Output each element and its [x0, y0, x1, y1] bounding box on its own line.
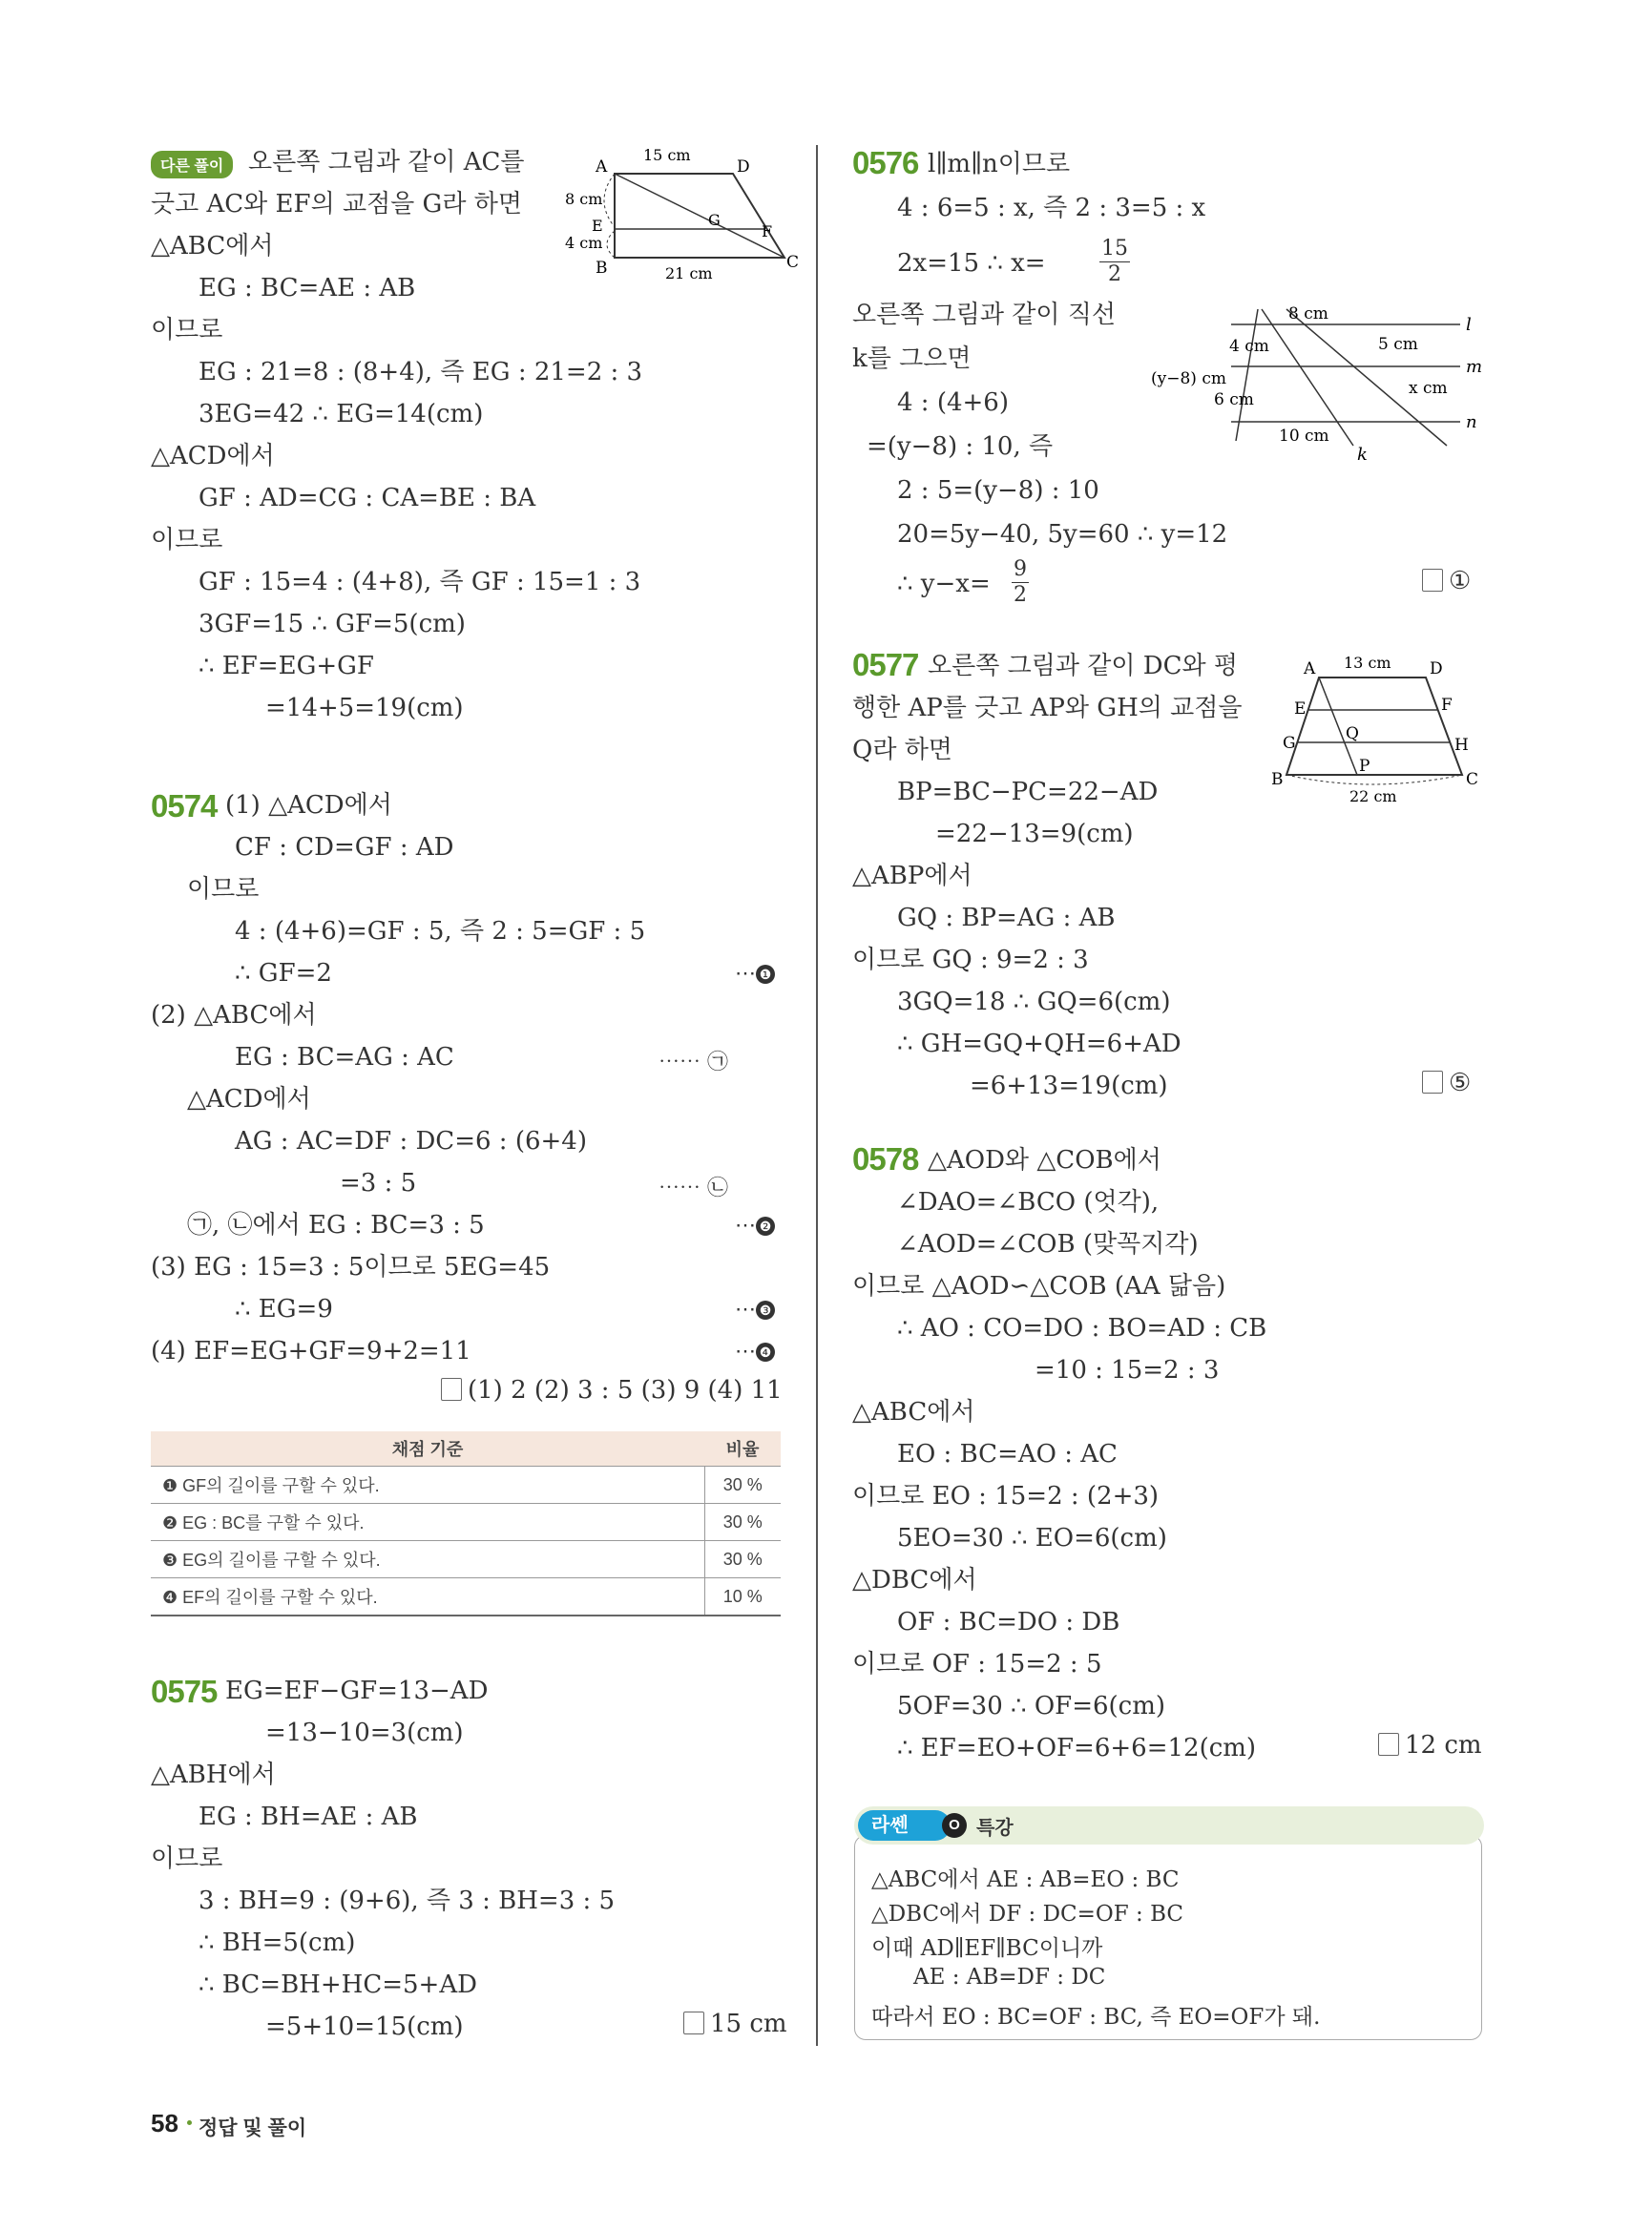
problem-number: 0574 — [151, 788, 218, 824]
text-line: 3 : BH=9 : (9+6), 즉 3 : BH=3 : 5 — [199, 1887, 616, 1915]
fig3-label-E: E — [1294, 699, 1307, 719]
fig1-label-A: A — [596, 157, 608, 177]
text-line: =22−13=9(cm) — [935, 820, 1134, 848]
text-line: △ABC에서 — [852, 1398, 975, 1427]
table-row: ❷ EG : BC를 구할 수 있다. 30 % — [151, 1504, 781, 1541]
tip-title: 특강 — [976, 1818, 1014, 1839]
fig1-label-C: C — [786, 253, 800, 272]
fig2-line-l: l — [1466, 315, 1472, 335]
fig2-length-6: 6 cm — [1214, 390, 1254, 409]
text-line: 이므로 GQ : 9=2 : 3 — [852, 946, 1089, 974]
text-line: 이므로 — [151, 526, 223, 554]
problem-number: 0575 — [151, 1674, 218, 1709]
step-mark-3: ⋯ ❸ — [735, 1298, 775, 1322]
text-line: 2x=15 ∴ x= — [897, 249, 1046, 278]
tip-box — [854, 1806, 1484, 2040]
text-line: CF : CD=GF : AD — [235, 833, 454, 862]
grading-header-criteria: 채점 기준 — [151, 1431, 704, 1467]
fig1-label-G: G — [708, 211, 721, 229]
fig3-bottom-length: 22 cm — [1349, 787, 1397, 805]
mark-a: ⋯⋯ ㉠ — [659, 1051, 728, 1074]
text-line: GQ : BP=AG : AB — [897, 904, 1116, 932]
text-line: △ABP에서 — [852, 862, 972, 890]
text-line: ∴ GF=2 — [235, 959, 332, 988]
text-line: =3 : 5 — [340, 1169, 417, 1198]
text-line: (3) EG : 15=3 : 5이므로 5EG=45 — [151, 1253, 551, 1282]
answer-icon — [1378, 1733, 1399, 1756]
text-line: l∥m∥n이므로 — [928, 150, 1071, 178]
fraction-15-2: 15 2 — [1101, 237, 1128, 286]
text-line: 이므로 — [151, 1845, 223, 1873]
fig3-label-B: B — [1271, 770, 1284, 789]
text-line: EG : 21=8 : (8+4), 즉 EG : 21=2 : 3 — [199, 358, 643, 386]
text-line: =14+5=19(cm) — [265, 694, 464, 722]
table-row: ❹ EF의 길이를 구할 수 있다. 10 % — [151, 1578, 781, 1616]
fig1-label-D: D — [737, 157, 750, 177]
text-line: ∴ EF=EO+OF=6+6=12(cm) — [897, 1734, 1257, 1762]
answer-icon — [441, 1378, 462, 1401]
text-line: 이므로 — [187, 875, 260, 904]
parallel-lines-figure — [1145, 298, 1484, 465]
step-mark-1: ⋯ ❶ — [735, 962, 775, 986]
text-line: ㉠, ㉡에서 EG : BC=3 : 5 — [187, 1211, 485, 1240]
text-line: OF : BC=DO : DB — [897, 1608, 1120, 1637]
fig3-label-F: F — [1441, 696, 1453, 715]
tip-header — [854, 1806, 1484, 1845]
tip-line: 따라서 EO : BC=OF : BC, 즉 EO=OF가 돼. — [871, 2005, 1321, 2030]
text-line: =10 : 15=2 : 3 — [1035, 1356, 1220, 1385]
text-line: ∴ EF=EG+GF — [199, 652, 374, 680]
text-line: =5+10=15(cm) — [265, 2012, 464, 2041]
fig2-length-8: 8 cm — [1288, 304, 1328, 323]
answer: 15 cm — [683, 2010, 787, 2038]
step-mark-4: ⋯ ❹ — [735, 1340, 775, 1364]
text-line: 오른쪽 그림과 같이 DC와 평 — [928, 652, 1238, 680]
text-line: GF : AD=CG : CA=BE : BA — [199, 484, 536, 512]
fig3-label-A: A — [1304, 659, 1316, 678]
text-line: EG : BC=AG : AC — [235, 1043, 454, 1072]
text-line: EO : BC=AO : AC — [897, 1440, 1118, 1469]
tip-line: △ABC에서 AE : AB=EO : BC — [871, 1867, 1180, 1892]
text-line: ∴ EG=9 — [235, 1295, 333, 1324]
text-line: ∠AOD=∠COB (맞꼭지각) — [897, 1230, 1199, 1259]
text-line: (1) △ACD에서 — [225, 791, 392, 820]
text-line: BP=BC−PC=22−AD — [897, 778, 1159, 806]
problem-number: 0578 — [852, 1141, 919, 1177]
text-line: △AOD와 △COB에서 — [928, 1146, 1161, 1175]
text-line: △ACD에서 — [187, 1085, 311, 1114]
text-line: △DBC에서 — [852, 1566, 977, 1595]
answer: ① — [1422, 567, 1471, 595]
fig3-label-D: D — [1430, 659, 1443, 678]
text-line: 5OF=30 ∴ OF=6(cm) — [897, 1692, 1166, 1720]
step-mark-2: ⋯ ❷ — [735, 1214, 775, 1238]
text-line: =(y−8) : 10, 즉 — [867, 432, 1054, 461]
alt-solution-badge: 다른 풀이 — [151, 151, 233, 178]
text-line: ∴ y−x= — [897, 570, 991, 598]
text-line: =13−10=3(cm) — [265, 1719, 464, 1747]
answer: (1) 2 (2) 3 : 5 (3) 9 (4) 11 — [441, 1376, 783, 1405]
text-line: 이므로 OF : 15=2 : 5 — [852, 1650, 1102, 1678]
text-line: ∴ GH=GQ+QH=6+AD — [897, 1030, 1181, 1058]
fig3-top-length: 13 cm — [1344, 654, 1391, 672]
trapezoid-figure-1 — [565, 143, 800, 286]
fig2-line-m: m — [1466, 357, 1483, 377]
text-line: 긋고 AC와 EF의 교점을 G라 하면 — [151, 190, 522, 219]
text-line: △ABC에서 — [151, 232, 274, 261]
fig2-length-4: 4 cm — [1229, 337, 1269, 356]
fig3-label-H: H — [1454, 736, 1469, 755]
table-row: ❸ EG의 길이를 구할 수 있다. 30 % — [151, 1541, 781, 1578]
footer-dot — [187, 2120, 192, 2125]
footer-title: 정답 및 풀이 — [199, 2117, 307, 2139]
text-line: 이므로 EO : 15=2 : (2+3) — [852, 1482, 1160, 1511]
fig3-label-P: P — [1359, 757, 1370, 776]
answer: ⑤ — [1422, 1069, 1471, 1097]
fig3-label-G: G — [1283, 734, 1296, 753]
text-line: 오른쪽 그림과 같이 AC를 — [248, 148, 525, 177]
tip-line: △DBC에서 DF : DC=OF : BC — [871, 1902, 1183, 1927]
fig1-label-F: F — [762, 222, 773, 240]
page-number: 58 — [151, 2109, 178, 2137]
text-line: ∴ BC=BH+HC=5+AD — [199, 1970, 477, 1999]
table-row: ❶ GF의 길이를 구할 수 있다. 30 % — [151, 1467, 781, 1504]
fig2-length-x: x cm — [1409, 379, 1448, 398]
fig2-length-y8: (y−8) cm — [1151, 369, 1226, 388]
trapezoid-figure-3 — [1265, 651, 1485, 813]
text-line: △ABH에서 — [151, 1761, 276, 1789]
text-line: EG : BC=AE : AB — [199, 274, 416, 302]
problem-number: 0577 — [852, 647, 919, 682]
answer: 12 cm — [1378, 1731, 1482, 1760]
text-line: 이므로 — [151, 316, 223, 344]
text-line: =6+13=19(cm) — [970, 1072, 1168, 1100]
text-line: ∴ BH=5(cm) — [199, 1929, 356, 1957]
text-line: 5EO=30 ∴ EO=6(cm) — [897, 1524, 1167, 1553]
text-line: 2 : 5=(y−8) : 10 — [897, 476, 1099, 505]
grading-table — [151, 1431, 781, 1616]
fig3-label-Q: Q — [1346, 724, 1359, 743]
fig3-label-C: C — [1466, 770, 1479, 789]
fig1-length-4: 4 cm — [565, 234, 603, 252]
text-line: EG=EF−GF=13−AD — [225, 1677, 489, 1705]
mark-b: ⋯⋯ ㉡ — [659, 1177, 728, 1200]
text-line: 3EG=42 ∴ EG=14(cm) — [199, 400, 484, 428]
text-line: 오른쪽 그림과 같이 직선 — [852, 301, 1116, 329]
text-line: 행한 AP를 긋고 AP와 GH의 교점을 — [852, 694, 1243, 722]
fig1-length-8: 8 cm — [565, 190, 603, 208]
tip-line: 이때 AD∥EF∥BC이니까 — [871, 1936, 1103, 1961]
fig2-length-5: 5 cm — [1378, 335, 1418, 354]
text-line: k를 그으면 — [852, 344, 972, 373]
text-line: Q라 하면 — [852, 736, 952, 764]
tip-logo: 라쎈 — [858, 1810, 951, 1841]
answer-icon — [1422, 569, 1443, 592]
text-line: 이므로 △AOD∽△COB (AA 닮음) — [852, 1272, 1226, 1301]
answer-icon — [1422, 1071, 1443, 1094]
problem-number: 0576 — [852, 145, 919, 180]
text-line: GF : 15=4 : (4+8), 즉 GF : 15=1 : 3 — [199, 568, 641, 596]
grading-header-ratio: 비율 — [704, 1431, 781, 1467]
fig1-bottom-length: 21 cm — [665, 264, 713, 282]
text-line: 3GF=15 ∴ GF=5(cm) — [199, 610, 466, 638]
text-line: (2) △ABC에서 — [151, 1001, 317, 1030]
fig1-top-length: 15 cm — [643, 146, 691, 164]
text-line: AG : AC=DF : DC=6 : (6+4) — [235, 1127, 587, 1156]
text-line: ∠DAO=∠BCO (엇각), — [897, 1188, 1160, 1217]
column-divider — [816, 145, 818, 2046]
fig2-length-10: 10 cm — [1279, 427, 1329, 446]
fig1-label-E: E — [592, 217, 603, 235]
text-line: EG : BH=AE : AB — [199, 1803, 418, 1831]
tip-line: AE : AB=DF : DC — [913, 1965, 1106, 1990]
fraction-9-2: 9 2 — [1014, 557, 1027, 607]
tip-logo-circle-icon: O — [942, 1813, 967, 1838]
fig2-line-n: n — [1466, 412, 1477, 432]
answer-icon — [683, 2012, 704, 2034]
fig1-label-B: B — [596, 259, 608, 278]
text-line: ∴ AO : CO=DO : BO=AD : CB — [897, 1314, 1267, 1343]
fig2-line-k: k — [1357, 445, 1368, 465]
text-line: 4 : (4+6) — [897, 388, 1009, 417]
text-line: 3GQ=18 ∴ GQ=6(cm) — [897, 988, 1171, 1016]
text-line: (4) EF=EG+GF=9+2=11 — [151, 1337, 471, 1366]
text-line: △ACD에서 — [151, 442, 275, 470]
text-line: 20=5y−40, 5y=60 ∴ y=12 — [897, 520, 1228, 549]
text-line: 4 : (4+6)=GF : 5, 즉 2 : 5=GF : 5 — [235, 917, 646, 946]
text-line: 4 : 6=5 : x, 즉 2 : 3=5 : x — [897, 194, 1206, 222]
